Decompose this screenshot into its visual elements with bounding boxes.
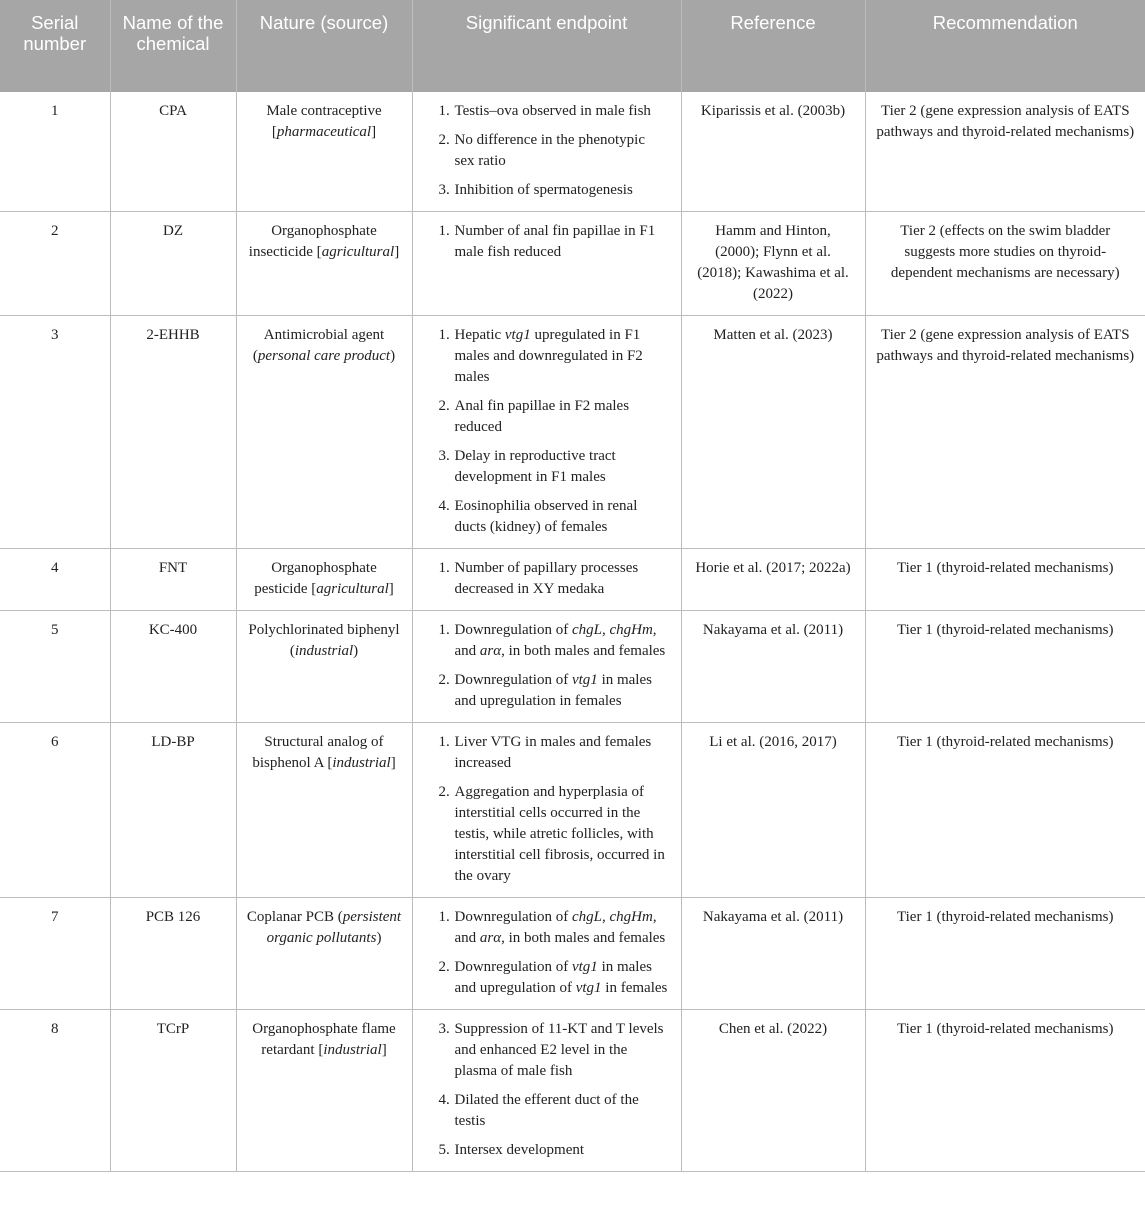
endpoint-item	[439, 496, 669, 538]
endpoint-number: 4.	[438, 1092, 450, 1108]
reference-cell: Horie et al. (2017; 2022a)	[681, 549, 865, 611]
endpoint-text: Inhibition of spermatogenesis	[454, 182, 633, 198]
chemical-name-cell: DZ	[110, 212, 236, 316]
table-row	[0, 1010, 1145, 1172]
endpoint-number: 1.	[438, 223, 450, 239]
endpoint-text: Aggregation and hyperplasia of interstitial cells occurred in the testis, while atretic follicles, with interstitial cell fibrosis, occurred in the ovary	[454, 784, 665, 884]
reference-cell: Chen et al. (2022)	[681, 1010, 865, 1172]
reference-cell: Li et al. (2016, 2017)	[681, 723, 865, 898]
serial-number-cell: 6	[0, 723, 110, 898]
endpoint-item	[439, 396, 669, 438]
serial-number-cell: 8	[0, 1010, 110, 1172]
endpoint-number: 1.	[438, 909, 450, 925]
endpoint-number: 2.	[438, 959, 450, 975]
endpoint-item	[439, 1019, 669, 1082]
significant-endpoint-cell	[412, 92, 681, 212]
endpoint-item	[439, 558, 669, 600]
endpoint-text: No difference in the phenotypic sex ratio	[454, 132, 645, 169]
header-nature-source: Nature (source)	[236, 0, 412, 92]
endpoint-item	[439, 180, 669, 201]
endpoint-item	[439, 221, 669, 263]
endpoint-text: Hepatic vtg1 upregulated in F1 males and downregulated in F2 males	[454, 327, 643, 385]
serial-number-cell: 2	[0, 212, 110, 316]
endpoint-text: Liver VTG in males and females increased	[454, 734, 652, 771]
serial-number-cell: 1	[0, 92, 110, 212]
chemical-name-cell: CPA	[110, 92, 236, 212]
endpoint-text: Intersex development	[454, 1142, 585, 1158]
recommendation-cell: Tier 2 (gene expression analysis of EATS pathways and thyroid-related mechanisms)	[865, 316, 1145, 549]
chemical-name-cell: LD-BP	[110, 723, 236, 898]
endpoint-text: Dilated the efferent duct of the testis	[454, 1092, 639, 1129]
table-body	[0, 92, 1145, 1172]
endpoint-text: Delay in reproductive tract development in F1 males	[454, 448, 616, 485]
reference-cell: Hamm and Hinton, (2000); Flynn et al. (2018); Kawashima et al. (2022)	[681, 212, 865, 316]
nature-source-cell: Structural analog of bisphenol A [industrial]	[236, 723, 412, 898]
table-row	[0, 723, 1145, 898]
significant-endpoint-cell	[412, 316, 681, 549]
endpoint-number: 3.	[438, 182, 450, 198]
nature-source-cell: Antimicrobial agent (personal care product)	[236, 316, 412, 549]
endpoint-number: 1.	[438, 327, 450, 343]
header-serial-number: Serial number	[0, 0, 110, 92]
endpoint-number: 1.	[438, 560, 450, 576]
endpoint-number: 1.	[438, 622, 450, 638]
chemical-name-cell: TCrP	[110, 1010, 236, 1172]
header-significant-endpoint: Significant endpoint	[412, 0, 681, 92]
endpoint-item	[439, 101, 669, 122]
significant-endpoint-cell	[412, 898, 681, 1010]
table-header	[0, 0, 1145, 92]
endpoint-number: 5.	[438, 1142, 450, 1158]
table-row	[0, 316, 1145, 549]
reference-cell: Nakayama et al. (2011)	[681, 611, 865, 723]
endpoint-text: Number of papillary processes decreased in XY medaka	[454, 560, 639, 597]
endpoint-text: Suppression of 11-KT and T levels and enhanced E2 level in the plasma of male fish	[454, 1021, 664, 1079]
endpoint-item	[439, 446, 669, 488]
recommendation-cell: Tier 1 (thyroid-related mechanisms)	[865, 549, 1145, 611]
nature-source-cell: Organophosphate pesticide [agricultural]	[236, 549, 412, 611]
header-row	[0, 0, 1145, 92]
endpoint-item	[439, 1140, 669, 1161]
nature-source-cell: Polychlorinated biphenyl (industrial)	[236, 611, 412, 723]
endpoint-item	[439, 325, 669, 388]
header-recommendation: Recommendation	[865, 0, 1145, 92]
chemical-name-cell: 2-EHHB	[110, 316, 236, 549]
reference-cell: Kiparissis et al. (2003b)	[681, 92, 865, 212]
significant-endpoint-cell	[412, 723, 681, 898]
endpoint-number: 1.	[438, 103, 450, 119]
endpoint-text: Downregulation of chgL, chgHm, and arα, in both males and females	[454, 622, 666, 659]
endpoint-text: Downregulation of chgL, chgHm, and arα, in both males and females	[454, 909, 666, 946]
header-reference: Reference	[681, 0, 865, 92]
chemical-name-cell: PCB 126	[110, 898, 236, 1010]
endpoint-number: 3.	[438, 1021, 450, 1037]
recommendation-cell: Tier 2 (gene expression analysis of EATS pathways and thyroid-related mechanisms)	[865, 92, 1145, 212]
endpoint-number: 2.	[438, 784, 450, 800]
endpoint-item	[439, 670, 669, 712]
serial-number-cell: 4	[0, 549, 110, 611]
endpoint-item	[439, 1090, 669, 1132]
endpoint-text: Number of anal fin papillae in F1 male fish reduced	[454, 223, 656, 260]
recommendation-cell: Tier 1 (thyroid-related mechanisms)	[865, 898, 1145, 1010]
nature-source-cell: Coplanar PCB (persistent organic pollutants)	[236, 898, 412, 1010]
table-row	[0, 92, 1145, 212]
endpoint-text: Eosinophilia observed in renal ducts (kidney) of females	[454, 498, 638, 535]
significant-endpoint-cell	[412, 611, 681, 723]
endpoint-item	[439, 130, 669, 172]
nature-source-cell: Organophosphate insecticide [agricultural]	[236, 212, 412, 316]
table-row	[0, 549, 1145, 611]
significant-endpoint-cell	[412, 549, 681, 611]
recommendation-cell: Tier 1 (thyroid-related mechanisms)	[865, 1010, 1145, 1172]
endpoint-item	[439, 782, 669, 887]
significant-endpoint-cell	[412, 1010, 681, 1172]
recommendation-cell: Tier 2 (effects on the swim bladder suggests more studies on thyroid-dependent mechanisms are necessary)	[865, 212, 1145, 316]
endpoint-item	[439, 907, 669, 949]
reference-cell: Nakayama et al. (2011)	[681, 898, 865, 1010]
table-row	[0, 611, 1145, 723]
chemical-name-cell: FNT	[110, 549, 236, 611]
endpoint-number: 3.	[438, 448, 450, 464]
endpoint-item	[439, 620, 669, 662]
endpoint-text: Anal fin papillae in F2 males reduced	[454, 398, 630, 435]
serial-number-cell: 5	[0, 611, 110, 723]
endpoint-number: 1.	[438, 734, 450, 750]
header-chemical-name: Name of the chemical	[110, 0, 236, 92]
nature-source-cell: Organophosphate flame retardant [industrial]	[236, 1010, 412, 1172]
recommendation-cell: Tier 1 (thyroid-related mechanisms)	[865, 611, 1145, 723]
serial-number-cell: 3	[0, 316, 110, 549]
table-row	[0, 898, 1145, 1010]
nature-source-cell: Male contraceptive [pharmaceutical]	[236, 92, 412, 212]
endpoint-item	[439, 732, 669, 774]
endpoint-item	[439, 957, 669, 999]
endpoint-text: Downregulation of vtg1 in males and upregulation in females	[454, 672, 652, 709]
endpoint-text: Testis–ova observed in male fish	[454, 103, 651, 119]
endpoint-text: Downregulation of vtg1 in males and upregulation of vtg1 in females	[454, 959, 668, 996]
significant-endpoint-cell	[412, 212, 681, 316]
table-row	[0, 212, 1145, 316]
recommendation-cell: Tier 1 (thyroid-related mechanisms)	[865, 723, 1145, 898]
serial-number-cell: 7	[0, 898, 110, 1010]
endpoint-number: 4.	[438, 498, 450, 514]
endpoint-number: 2.	[438, 672, 450, 688]
endpoint-number: 2.	[438, 132, 450, 148]
chemical-name-cell: KC-400	[110, 611, 236, 723]
reference-cell: Matten et al. (2023)	[681, 316, 865, 549]
endpoint-number: 2.	[438, 398, 450, 414]
